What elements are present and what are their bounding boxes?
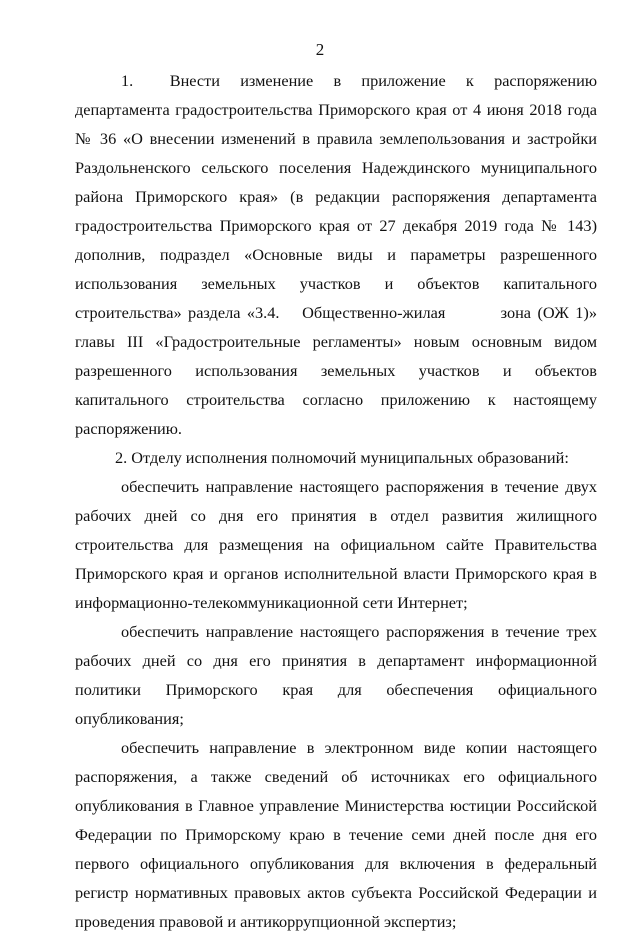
paragraph-item-2: 2. Отделу исполнения полномочий муниципальных образований: [115, 448, 569, 467]
page-number: 2 [315, 40, 325, 59]
document-body [75, 66, 597, 936]
paragraph-justice-registry: обеспечить направление в электронном виде копии настоящего распоряжения, а также сведений об источниках его официального опубликования в Главное управление Министерства юстиции Российской Федерации по Приморскому краю в течение семи дней после дня его первого официального опубликования для включения в федеральный регистр нормативных правовых актов субъекта Российской Федерации и проведения правовой и антикоррупционной экспертиз; [75, 738, 597, 931]
paragraph-publish-official: обеспечить направление настоящего распоряжения в течение трех рабочих дней со дня его принятия в департамент информационной политики Приморского края для обеспечения официального опубликования; [75, 622, 597, 728]
paragraph-publish-site: обеспечить направление настоящего распоряжения в течение двух рабочих дней со дня его принятия в отдел развития жилищного строительства для размещения на официальном сайте Правительства Приморского края и органов исполнительной власти Приморского края в информационно-телекоммуникационной сети Интернет; [75, 477, 597, 612]
paragraph-item-1: 1. Внести изменение в приложение к распоряжению департамента градостроительства Приморского края от 4 июня 2018 года № 36 «О внесении изменений в правила землепользования и застройки Раздольненского сельского поселения Надеждинского муниципального района Приморского края» (в редакции распоряжения департамента градостроительства Приморского края от 27 декабря 2019 года № 143) дополнив, подраздел «Основные виды и параметры разрешенного использования земельных участков и объектов капитального строительства» раздела «3.4. Общественно-жилая зона (ОЖ 1)» главы III «Градостроительные регламенты» новым основным видом разрешенного использования земельных участков и объектов капитального строительства согласно приложению к настоящему распоряжению. [75, 71, 597, 438]
